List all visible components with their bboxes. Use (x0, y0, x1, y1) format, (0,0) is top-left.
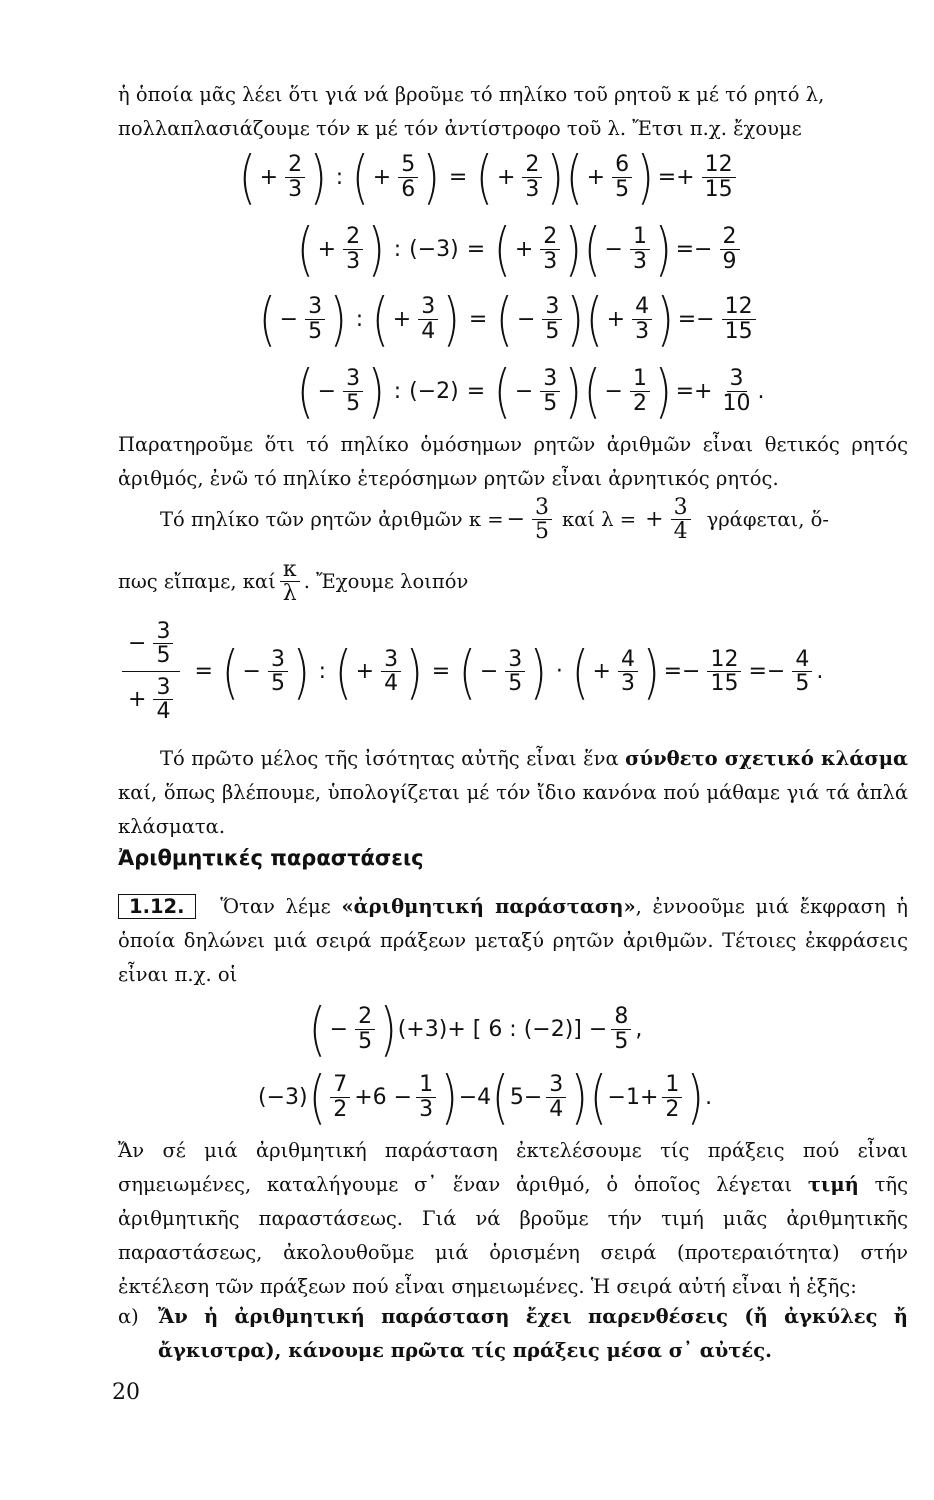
rule-a-text: Ἄν ἡ ἀριθμητική παράσταση ἔχει παρενθέσεις (ἤ ἀγκύλες ἤ ἄγκιστρα), κάνουμε πρῶτα τίς πράξεις μέσα σ᾽ αὐτές. (158, 1305, 908, 1362)
complex-fraction: − $\frac{3}{5}$ + $\frac{3}{4}$ (122, 620, 180, 723)
page-number: 20 (112, 1380, 140, 1405)
example-1: ( + $\frac{2}{3}$ ) : ( + $\frac{5}{6}$ ) = ( + $\frac{2}{3}$ ) ( + $\frac{6}{5}$ ) =+ $\frac{12}{15}$ (238, 148, 740, 206)
intro-line-1: ἡ ὁποία μᾶς λέει ὅτι γιά νά βροῦμε τό πηλίκο τοῦ ρητοῦ κ μέ τό ρητό λ, (118, 83, 825, 106)
section-number: 1.12. (118, 894, 196, 919)
example-2: ( + $\frac{2}{3}$ ) : (−3) = ( + $\frac{2}{3}$ ) ( − $\frac{1}{3}$ ) =− $\frac{2}{9}$ (296, 220, 744, 278)
complex-note-paragraph: Τό πρῶτο μέλος τῆς ἰσότητας αὐτῆς εἶναι ἕνα σύνθετο σχετικό κλάσμα καί, ὅπως βλέπουμε, ὑπολογίζεται μέ τόν ἴδιο κανόνα πού μάθαμε γιά τά ἁπλά κλάσματα. (118, 747, 908, 838)
quotient-line: Τό πηλίκο τῶν ρητῶν ἀριθμῶν κ = − $\frac{3}{5}$ καί λ = + $\frac{3}{4}$ γράφεται, ὅ- (160, 495, 829, 545)
quotient-line-2: πως εἴπαμε, καί $\frac{\kappa}{\lambda}$ . Ἔχουμε λοιπόν (118, 557, 469, 607)
complex-fraction-equation: − $\frac{3}{5}$ + $\frac{3}{4}$ = ( − $\frac{3}{5}$ ) : ( + $\frac{3}{4}$ ) = ( − $\frac{3}{5}$ ) · ( + $\frac{4}{3}$ ) =− $\frac{12}{15}$ =− $\frac{4}{5}$ . (118, 620, 823, 723)
section-heading: Ἀριθμητικές παραστάσεις (118, 846, 424, 870)
rule-a-label: α) (118, 1305, 139, 1328)
intro-paragraph (118, 78, 908, 146)
intro-line-2: πολλαπλασιάζουμε τόν κ μέ τόν ἀντίστροφο τοῦ λ. Ἔτσι π.χ. ἔχουμε (118, 117, 802, 140)
example-4: ( − $\frac{3}{5}$ ) : (−2) = ( − $\frac{3}{5}$ ) ( − $\frac{1}{2}$ ) =+ $\frac{3}{10}$ . (296, 357, 765, 425)
expression-2: (−3) ( $\frac{7}{2}$ +6 − $\frac{1}{3}$ ) −4 ( 5− $\frac{3}{4}$ ) ( −1+ $\frac{1}{2}$ ) . (258, 1063, 713, 1131)
example-3: ( − $\frac{3}{5}$ ) : ( + $\frac{3}{4}$ ) = ( − $\frac{3}{5}$ ) ( + $\frac{4}{3}$ ) =− $\frac{12}{15}$ (258, 290, 760, 348)
value-paragraph: Ἄν σέ μιά ἀριθμητική παράσταση ἐκτελέσουμε τίς πράξεις πού εἶναι σημειωμένες, καταλήγουμε σ᾽ ἕναν ἀριθμό, ὁ ὁποῖος λέγεται τιμή τῆς ἀριθμητικῆς παραστάσεως. Γιά νά βροῦμε τήν τιμή μιᾶς ἀριθμητικῆς παραστάσεως, ἀκολουθοῦμε μιά ὁρισμένη σειρά (προτεραιότητα) στήν ἐκτέλεση τῶν πράξεων πού εἶναι σημειωμένες. Ἡ σειρά αὐτή εἶναι ἡ ἑξῆς: (118, 1139, 908, 1298)
expression-1: ( − $\frac{2}{5}$ ) (+3)+ [ 6 : (−2)] − $\frac{8}{5}$ , (308, 995, 643, 1063)
section-paragraph: 1.12. Ὅταν λέμε «ἀριθμητική παράσταση», ἐννοοῦμε μιά ἔκφραση ἡ ὁποία δηλώνει μιά σειρά πράξεων μεταξύ ρητῶν ἀριθμῶν. Τέτοιες ἐκφράσεις εἶναι π.χ. οἱ (118, 895, 908, 986)
observation-paragraph: Παρατηροῦμε ὅτι τό πηλίκο ὁμόσημων ρητῶν ἀριθμῶν εἶναι θετικός ρητός ἀριθμός, ἐνῶ τό πηλίκο ἑτερόσημων ρητῶν εἶναι ἀρνητικός ρητός. (118, 433, 908, 490)
